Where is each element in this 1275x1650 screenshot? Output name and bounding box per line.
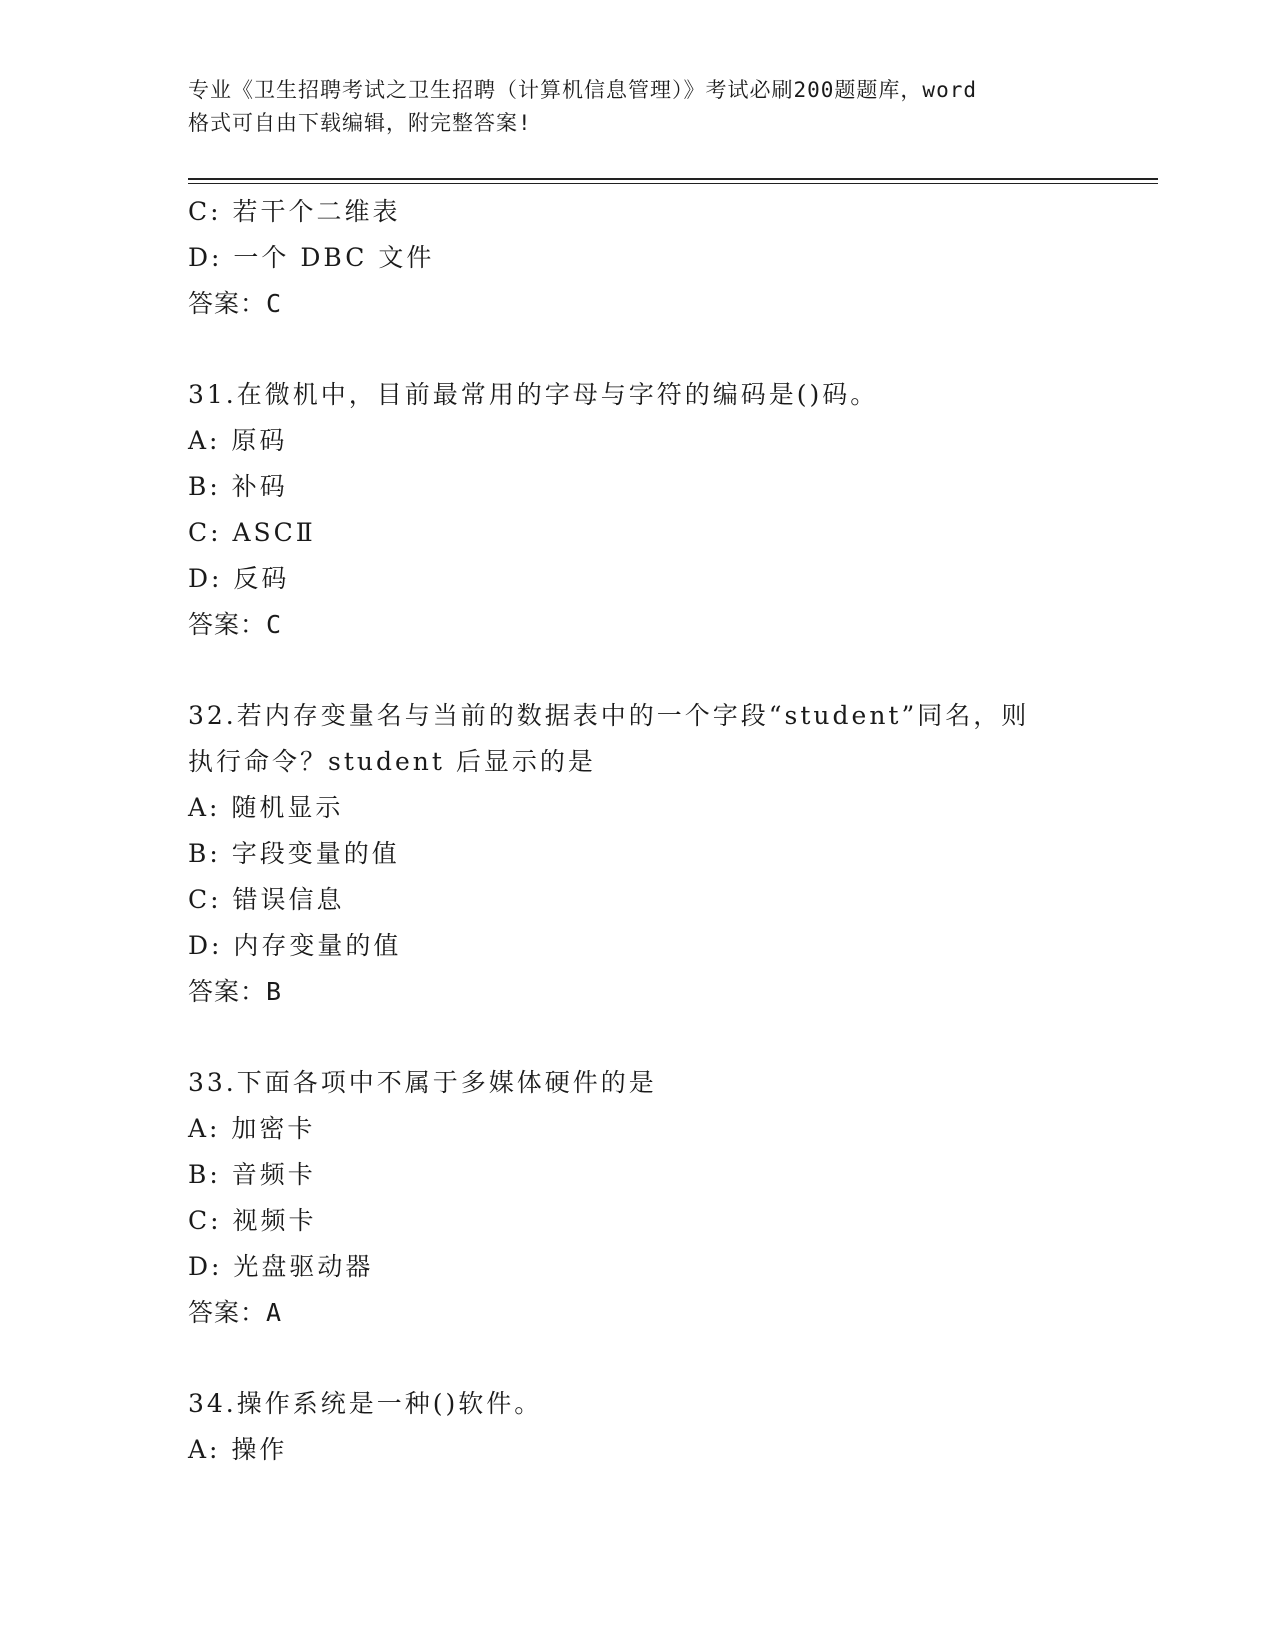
answer-line: 答案：A bbox=[188, 1298, 283, 1327]
option-b: B: 音频卡 bbox=[188, 1160, 316, 1189]
spacer bbox=[188, 648, 1088, 693]
option-d: D: 光盘驱动器 bbox=[188, 1252, 374, 1281]
header-line-2: 格式可自由下载编辑，附完整答案! bbox=[188, 111, 532, 135]
option-d: D: 反码 bbox=[188, 564, 290, 593]
question-list bbox=[188, 189, 1088, 1473]
header-divider-thin bbox=[188, 183, 1158, 184]
option-a: A: 随机显示 bbox=[188, 793, 344, 822]
question-stem: 34.操作系统是一种()软件。 bbox=[188, 1389, 543, 1418]
question-stem: 32.若内存变量名与当前的数据表中的一个字段“student”同名，则 bbox=[188, 701, 1030, 730]
option-a: A: 操作 bbox=[188, 1435, 288, 1464]
option-b: B: 补码 bbox=[188, 472, 288, 501]
document-header bbox=[188, 74, 1088, 140]
header-divider bbox=[188, 178, 1158, 180]
option-c: C: 错误信息 bbox=[188, 885, 345, 914]
option-c: C: 若干个二维表 bbox=[188, 197, 401, 226]
question-stem: 33.下面各项中不属于多媒体硬件的是 bbox=[188, 1068, 657, 1097]
option-a: A: 原码 bbox=[188, 426, 288, 455]
option-b: B: 字段变量的值 bbox=[188, 839, 400, 868]
answer-line: 答案：C bbox=[188, 610, 283, 639]
question-stem: 31.在微机中，目前最常用的字母与字符的编码是()码。 bbox=[188, 380, 879, 409]
spacer bbox=[188, 1015, 1088, 1060]
question-stem-continued: 执行命令？student 后显示的是 bbox=[188, 747, 596, 776]
option-d: D: 内存变量的值 bbox=[188, 931, 402, 960]
option-c: C: 视频卡 bbox=[188, 1206, 317, 1235]
option-d: D: 一个 DBC 文件 bbox=[188, 243, 435, 272]
option-a: A: 加密卡 bbox=[188, 1114, 316, 1143]
answer-line: 答案：B bbox=[188, 977, 283, 1006]
answer-line: 答案：C bbox=[188, 289, 283, 318]
header-line-1: 专业《卫生招聘考试之卫生招聘（计算机信息管理）》考试必刷200题题库，word bbox=[188, 78, 977, 102]
spacer bbox=[188, 1336, 1088, 1381]
option-c: C: ASCⅡ bbox=[188, 518, 316, 547]
spacer bbox=[188, 327, 1088, 372]
